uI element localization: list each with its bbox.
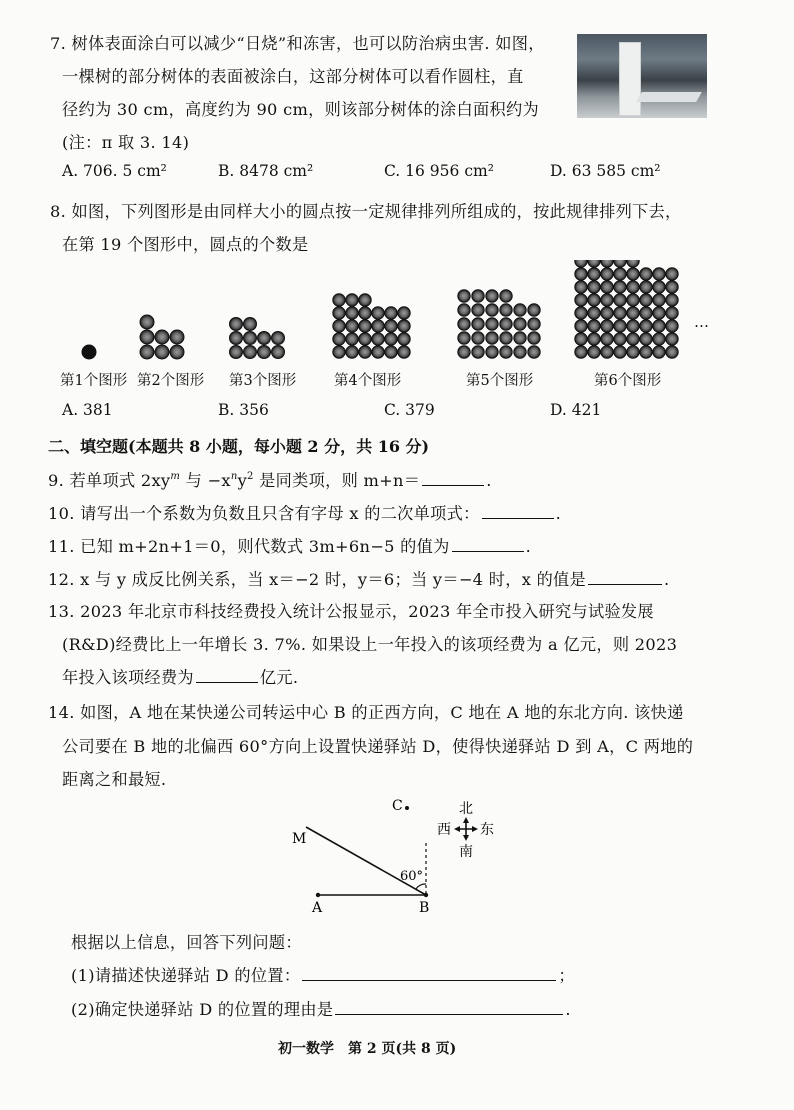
q14-sub1: (1)请描述快递驿站 D 的位置： ；: [71, 966, 575, 985]
q7-option-c: C. 16 956 cm²: [384, 162, 494, 180]
q7-line-1: 7. 树体表面涂白可以减少“日烧”和冻害，也可以防治病虫害. 如图，: [50, 34, 545, 53]
q8-option-d: D. 421: [550, 401, 602, 419]
label-a: A: [312, 900, 323, 916]
compass-north: 北: [459, 801, 473, 817]
label-b: B: [419, 900, 430, 916]
label-c: C: [392, 798, 403, 814]
q8-option-b: B. 356: [218, 401, 269, 419]
q9: 9. 若单项式 $2xy^m$ 与 $-x^ny^2$ 是同类项，则 m+n＝ .: [48, 471, 492, 490]
label-m: M: [292, 831, 307, 847]
figure-caption-3: 第3个图形: [229, 373, 297, 389]
figure-caption-5: 第5个图形: [466, 373, 534, 389]
q14-prompt: 根据以上信息，回答下列问题：: [71, 933, 302, 952]
q14-sub2: (2)确定快递驿站 D 的位置的理由是 .: [71, 1000, 571, 1019]
q8-option-a: A. 381: [62, 401, 113, 419]
q7-option-a: A. 706. 5 cm²: [62, 162, 167, 180]
q14-line-3: 距离之和最短.: [62, 770, 167, 789]
q7-option-d: D. 63 585 cm²: [550, 162, 661, 180]
q14-sub2-answer-blank[interactable]: [335, 1013, 563, 1015]
q7-line-3: 径约为 30 cm，高度约为 90 cm，则该部分树体的涂白面积约为: [62, 100, 539, 119]
compass-east: 东: [480, 822, 494, 838]
q7-line-2: 一棵树的部分树体的表面被涂白，这部分树体可以看作圆柱，直: [62, 67, 524, 86]
figure-caption-1: 第1个图形: [60, 373, 128, 389]
q14-line-2: 公司要在 B 地的北偏西 60°方向上设置快递驿站 D，使得快递驿站 D 到 A，C 两地的: [62, 737, 694, 756]
angle-arc: [416, 884, 426, 889]
q7-option-b: B. 8478 cm²: [218, 162, 314, 180]
q8-line-1: 8. 如图，下列图形是由同样大小的圆点按一定规律排列所组成的，按此规律排列下去，: [50, 202, 682, 221]
section-heading: 二、填空题(本题共 8 小题，每小题 2 分，共 16 分): [48, 437, 430, 456]
q12: 12. x 与 y 成反比例关系，当 x＝−2 时，y＝6；当 y＝−4 时，x 的值是 .: [48, 570, 670, 589]
q13-line-2: (R&D)经费比上一年增长 3. 7%. 如果设上一年投入的该项经费为 a 亿元，则 2023: [62, 635, 678, 654]
figure-caption-6: 第6个图形: [594, 373, 662, 389]
compass-west: 西: [437, 822, 451, 838]
q8-line-2: 在第 19 个图形中，圆点的个数是: [62, 235, 309, 254]
q8-option-c: C. 379: [384, 401, 435, 419]
angle-label: 60°: [400, 869, 424, 884]
figure-caption-2: 第2个图形: [137, 373, 205, 389]
compass-rose: [454, 817, 478, 841]
point-a: [316, 893, 320, 897]
figure-ellipsis: …: [694, 313, 709, 331]
q13-line-1: 13. 2023 年北京市科技经费投入统计公报显示，2023 年全市投入研究与试验发展: [48, 602, 654, 621]
q14-sub1-answer-blank[interactable]: [302, 979, 556, 981]
q7-line-4: (注：π 取 3. 14): [62, 133, 190, 152]
figure-caption-4: 第4个图形: [334, 373, 402, 389]
q13-line-3: 年投入该项经费为 亿元.: [62, 668, 299, 687]
page-footer: 初一数学 第 2 页(共 8 页): [278, 1041, 457, 1057]
q10: 10. 请写出一个系数为负数且只含有字母 x 的二次单项式： .: [48, 504, 562, 523]
point-c: [405, 806, 409, 810]
compass-south: 南: [459, 844, 473, 860]
q14-line-1: 14. 如图，A 地在某快递公司转运中心 B 的正西方向，C 地在 A 地的东北方向. 该快递: [48, 703, 684, 722]
q11: 11. 已知 m+2n+1＝0，则代数式 3m+6n−5 的值为 .: [48, 537, 532, 556]
ray-bm: [306, 827, 426, 895]
